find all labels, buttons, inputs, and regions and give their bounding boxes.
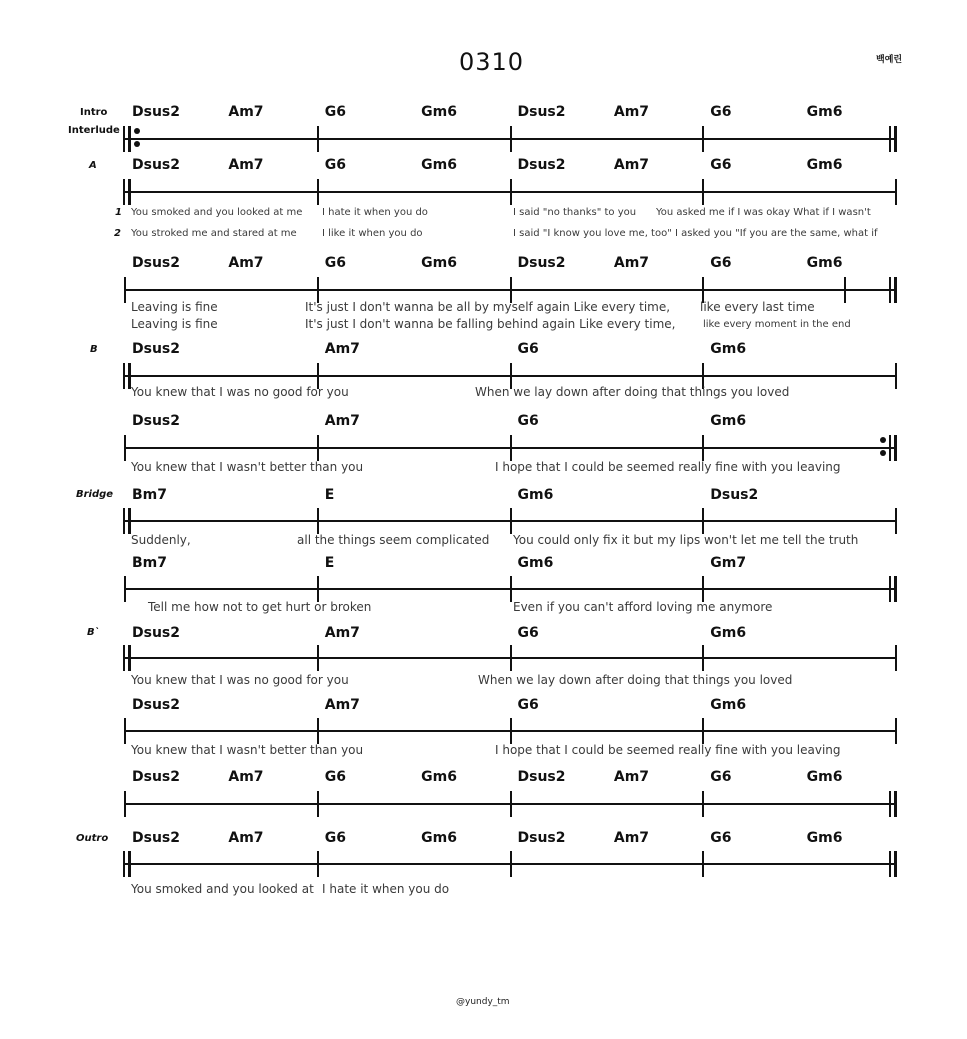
bar-line	[317, 435, 319, 461]
chord-symbol: Gm6	[806, 104, 843, 120]
lyric-text: You smoked and you looked at me	[131, 207, 303, 218]
section-label: B	[90, 344, 98, 355]
lyric-text: I like it when you do	[322, 228, 423, 239]
bar-line	[510, 126, 512, 152]
song-title: 0310	[459, 48, 525, 76]
chord-symbol: G6	[710, 157, 732, 173]
chord-symbol: Am7	[324, 341, 360, 357]
lyric-text: like every last time	[700, 300, 815, 314]
bar-line	[510, 576, 512, 602]
lyric-text: When we lay down after doing that things you loved	[475, 385, 790, 399]
lyric-text: You knew that I was no good for you	[131, 385, 349, 399]
section-label: Interlude	[68, 125, 120, 136]
bar-line	[510, 179, 512, 205]
chord-symbol: G6	[324, 157, 346, 173]
chord-symbol: Gm7	[710, 555, 747, 571]
bar-line	[317, 791, 319, 817]
bar-line	[702, 718, 704, 744]
chord-symbol: Bm7	[132, 487, 167, 503]
double-bar-thick	[894, 791, 897, 817]
chord-symbol: Dsus2	[132, 830, 180, 846]
chord-symbol: G6	[324, 255, 346, 271]
double-bar-thin	[123, 179, 125, 205]
chord-symbol: G6	[517, 341, 539, 357]
lyric-text: When we lay down after doing that things you loved	[478, 673, 793, 687]
double-bar-thick	[128, 645, 131, 671]
chord-symbol: Gm6	[421, 769, 457, 785]
section-label: Outro	[76, 833, 109, 844]
double-bar-thin	[889, 851, 891, 877]
bar-line	[510, 645, 512, 671]
double-bar-thin	[889, 791, 891, 817]
lyric-text: Suddenly,	[131, 533, 191, 547]
bar-line	[317, 851, 319, 877]
chord-symbol: Dsus2	[517, 104, 566, 120]
bar-line	[124, 435, 126, 461]
bar-line	[702, 645, 704, 671]
chord-symbol: Am7	[324, 625, 360, 641]
double-bar-thick	[894, 126, 897, 152]
chord-symbol: Dsus2	[132, 697, 180, 713]
repeat-dot	[880, 450, 886, 456]
chord-symbol: Dsus2	[132, 413, 180, 429]
chord-symbol: G6	[517, 625, 539, 641]
repeat-dot	[134, 141, 140, 147]
chord-symbol: Dsus2	[132, 104, 180, 120]
chord-symbol: Gm6	[517, 487, 554, 503]
bar-line	[510, 718, 512, 744]
chord-symbol: Dsus2	[517, 769, 566, 785]
chord-symbol: G6	[324, 104, 346, 120]
double-bar-thin	[123, 363, 125, 389]
bar-line	[702, 791, 704, 817]
double-bar-thin	[889, 277, 891, 303]
chord-symbol: Dsus2	[132, 769, 180, 785]
bar-line	[124, 576, 126, 602]
double-bar-thin	[123, 645, 125, 671]
chord-symbol: Am7	[228, 830, 264, 846]
chord-symbol: Dsus2	[517, 157, 566, 173]
chord-symbol: Am7	[228, 255, 264, 271]
chord-symbol: Gm6	[806, 255, 843, 271]
bar-line	[124, 277, 126, 303]
bar-line	[510, 508, 512, 534]
lyric-text: It's just I don't wanna be falling behind again Like every time,	[305, 317, 676, 331]
chord-symbol: Dsus2	[132, 341, 180, 357]
chord-symbol: G6	[710, 769, 732, 785]
lyric-text: You asked me if I was okay What if I wasn't	[656, 207, 871, 218]
chord-symbol: Dsus2	[132, 625, 180, 641]
chord-symbol: G6	[517, 697, 539, 713]
lyric-text: You smoked and you looked at	[131, 882, 314, 896]
chord-symbol: Am7	[324, 697, 360, 713]
bar-line	[702, 576, 704, 602]
lyric-text: Leaving is fine	[131, 317, 218, 331]
double-bar-thick	[894, 277, 897, 303]
chord-symbol: Am7	[228, 769, 264, 785]
chord-symbol: Gm6	[421, 104, 457, 120]
bar-line	[510, 791, 512, 817]
chord-symbol: Am7	[228, 104, 264, 120]
double-bar-thin	[123, 508, 125, 534]
bar-line	[895, 645, 897, 671]
lyric-text: I said "I know you love me, too" I asked you "If you are the same, what if	[513, 228, 878, 239]
bar-line	[317, 508, 319, 534]
chord-symbol: Am7	[613, 104, 650, 120]
bar-line	[702, 179, 704, 205]
lyric-text: I hate it when you do	[322, 882, 450, 896]
double-bar-thin	[889, 576, 891, 602]
bar-line	[317, 179, 319, 205]
chord-symbol: Gm6	[806, 830, 843, 846]
chord-symbol: G6	[324, 769, 346, 785]
chord-symbol: Gm6	[421, 255, 457, 271]
bar-line	[124, 791, 126, 817]
double-bar-thick	[894, 435, 897, 461]
section-label: A	[89, 160, 97, 171]
chord-symbol: G6	[710, 104, 732, 120]
chord-symbol: Am7	[228, 157, 264, 173]
chord-symbol: Dsus2	[517, 830, 566, 846]
chord-symbol: Am7	[613, 255, 650, 271]
double-bar-thick	[128, 126, 131, 152]
chord-symbol: Dsus2	[710, 487, 759, 503]
arranger-credit: @yundy_tm	[456, 997, 510, 1007]
double-bar-thick	[128, 179, 131, 205]
lyric-text: Tell me how not to get hurt or broken	[148, 600, 372, 614]
chord-symbol: Gm6	[710, 341, 747, 357]
bar-line	[510, 435, 512, 461]
chord-symbol: E	[324, 555, 335, 571]
chord-symbol: Am7	[324, 413, 360, 429]
lyric-text: You knew that I was no good for you	[131, 673, 349, 687]
bar-line	[702, 435, 704, 461]
artist-name: 백예린	[876, 55, 903, 65]
repeat-dot	[880, 437, 886, 443]
lyric-text: I said "no thanks" to you	[513, 207, 637, 218]
lyric-text: I hope that I could be seemed really fine with you leaving	[495, 460, 841, 474]
lyric-text: all the things seem complicated	[297, 533, 490, 547]
section-label: B`	[87, 627, 100, 638]
chord-symbol: Gm6	[517, 555, 554, 571]
double-bar-thin	[123, 851, 125, 877]
lyric-text: like every moment in the end	[703, 319, 851, 330]
chord-symbol: Gm6	[806, 769, 843, 785]
lyric-text: Even if you can't afford loving me anymore	[513, 600, 773, 614]
chord-symbol: Am7	[613, 830, 650, 846]
bar-line	[317, 718, 319, 744]
chord-symbol: Gm6	[710, 697, 747, 713]
verse-number: 2	[114, 228, 121, 239]
lyric-text: You could only fix it but my lips won't let me tell the truth	[513, 533, 859, 547]
bar-line	[702, 126, 704, 152]
chord-symbol: Am7	[613, 157, 650, 173]
double-bar-thick	[128, 508, 131, 534]
bar-line	[124, 718, 126, 744]
lyric-text: You knew that I wasn't better than you	[131, 743, 364, 757]
bar-line	[510, 851, 512, 877]
lyric-text: I hope that I could be seemed really fine with you leaving	[495, 743, 841, 757]
bar-line	[895, 508, 897, 534]
chord-symbol: Gm6	[710, 413, 747, 429]
chord-symbol: Dsus2	[132, 255, 180, 271]
lyric-text: Leaving is fine	[131, 300, 218, 314]
bar-line	[702, 851, 704, 877]
chord-symbol: Gm6	[421, 157, 457, 173]
section-label: Bridge	[76, 489, 114, 500]
bar-line	[317, 126, 319, 152]
bar-line	[844, 277, 846, 303]
bar-line	[317, 576, 319, 602]
bar-line	[895, 718, 897, 744]
double-bar-thick	[128, 851, 131, 877]
chord-symbol: G6	[710, 255, 732, 271]
chord-symbol: Bm7	[132, 555, 167, 571]
chord-symbol: G6	[517, 413, 539, 429]
double-bar-thin	[123, 126, 125, 152]
bar-line	[702, 508, 704, 534]
chord-symbol: G6	[710, 830, 732, 846]
chord-symbol: Dsus2	[517, 255, 566, 271]
verse-number: 1	[115, 207, 122, 218]
chord-symbol: E	[324, 487, 335, 503]
lyric-text: You stroked me and stared at me	[131, 228, 297, 239]
double-bar-thin	[889, 126, 891, 152]
double-bar-thick	[894, 576, 897, 602]
bar-line	[895, 363, 897, 389]
section-label: Intro	[80, 107, 108, 118]
double-bar-thin	[889, 435, 891, 461]
chord-symbol: Dsus2	[132, 157, 180, 173]
repeat-dot	[134, 128, 140, 134]
bar-line	[317, 645, 319, 671]
lyric-text: I hate it when you do	[322, 207, 428, 218]
bar-line	[895, 179, 897, 205]
lyric-text: It's just I don't wanna be all by myself again Like every time,	[305, 300, 671, 314]
chord-symbol: G6	[324, 830, 346, 846]
chord-symbol: Gm6	[421, 830, 457, 846]
chord-symbol: Gm6	[806, 157, 843, 173]
double-bar-thick	[894, 851, 897, 877]
chord-symbol: Am7	[613, 769, 650, 785]
lyric-text: You knew that I wasn't better than you	[131, 460, 364, 474]
chord-symbol: Gm6	[710, 625, 747, 641]
